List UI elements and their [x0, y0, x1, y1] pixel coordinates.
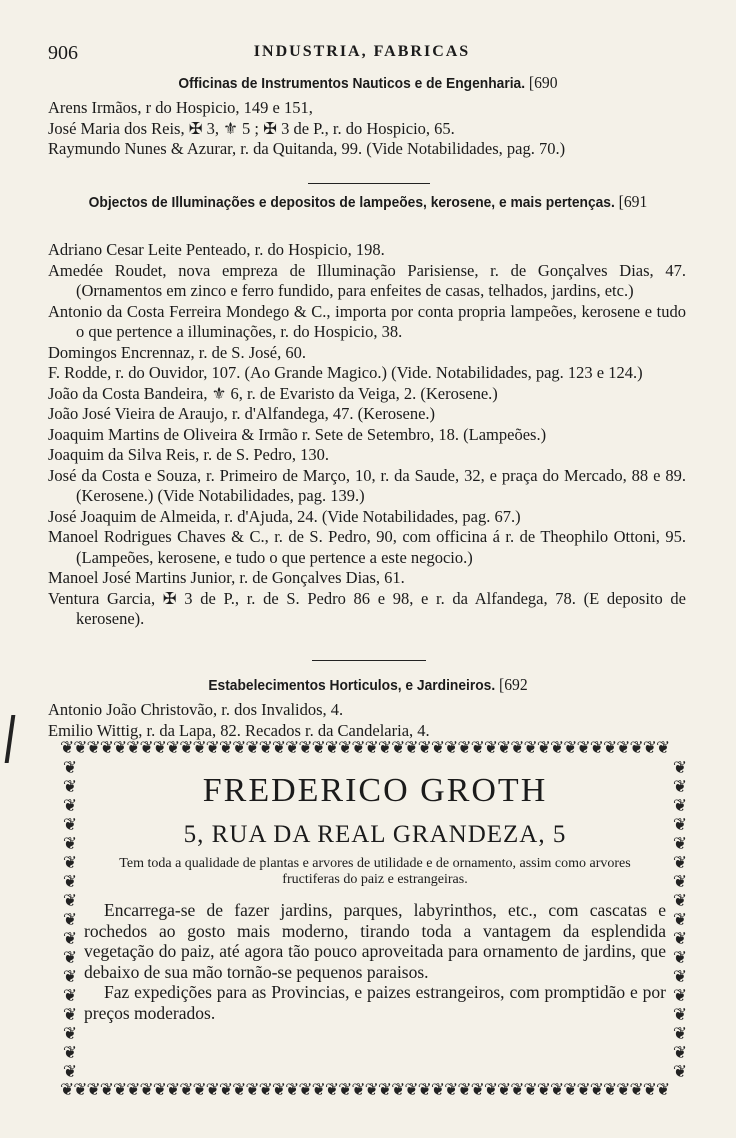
section-heading-lighting — [85, 192, 652, 213]
section-code: [690 — [528, 73, 558, 92]
list-item: Manoel José Martins Junior, r. de Gonçalves Dias, 61. — [48, 568, 405, 587]
list-item: Domingos Encrennaz, r. de S. José, 60. — [48, 342, 306, 362]
list-item: F. Rodde, r. do Ouvidor, 107. (Ao Grande Magico.) (Vide. Notabilidades, pag. 123 e 124.) — [48, 363, 643, 382]
list-item: Manoel Rodrigues Chaves & C., r. de S. Pedro, 90, com officina á r. de Theophilo Ottoni, 95. (Lampeões, kerosene, e tudo o que pertence a este negocio.) — [48, 527, 686, 567]
list-item: Adriano Cesar Leite Penteado, r. do Hospicio, 198. — [48, 240, 385, 259]
page-number: 906 — [48, 42, 78, 64]
list-item: Ventura Garcia, ✠ 3 de P., r. de S. Pedro 86 e 98, e r. da Alfandega, 78. (E deposito de kerosene). — [48, 588, 686, 628]
list-item: José da Costa e Souza, r. Primeiro de Março, 10, r. da Saude, 32, e praça do Mercado, 88 e 89. (Kerosene.) (Vide Notabilidades, pag. 139.) — [48, 465, 686, 505]
ornamental-border-top: ❦❦❦❦❦❦❦❦❦❦❦❦❦❦❦❦❦❦❦❦❦❦❦❦❦❦❦❦❦❦❦❦❦❦❦❦❦❦❦❦❦❦❦❦❦❦ — [60, 738, 670, 757]
advertisement-content — [84, 762, 666, 1076]
list-item: Antonio João Christovão, r. dos Invalidos, 4. — [48, 700, 344, 719]
section-divider — [308, 183, 430, 184]
advertiser-address: 5, RUA DA REAL GRANDEZA, 5 — [183, 821, 567, 848]
advertiser-name: FREDERICO GROTH — [202, 772, 548, 809]
advertisement-paragraph: Encarrega-se de fazer jardins, parques, labyrinthos, etc., com cascatas e rochedos ao gosto mais moderno, tirando toda a vantagem da esplendida vegetação do paiz, até agora tão pouco aproveitada para ornamento de jardins, que debaixo de sua mão tornão-se pequenos paraisos. — [84, 900, 666, 982]
margin-mark — [5, 715, 16, 763]
page-header — [48, 40, 676, 66]
section-code: [692 — [498, 675, 528, 694]
section-title: Estabelecimentos Horticulos, e Jardineiros. — [208, 677, 496, 694]
advertisement-products: Tem toda a qualidade de plantas e arvores de utilidade e de ornamento, assim como arvores fructiferas do paiz e estrangeiras. — [119, 856, 631, 887]
section-entries-nautical — [48, 98, 686, 160]
list-item: Arens Irmãos, r do Hospicio, 149 e 151, — [48, 98, 313, 117]
ornamental-border-left: ❦ ❦ ❦ ❦ ❦ ❦ ❦ ❦ ❦ ❦ ❦ ❦ ❦ ❦ ❦ ❦ ❦ — [62, 758, 78, 1080]
list-item: Joaquim da Silva Reis, r. de S. Pedro, 130. — [48, 445, 329, 464]
section-title: Objectos de Illuminações e depositos de lampeões, kerosene, e mais pertenças. — [88, 194, 615, 211]
section-heading-nautical — [85, 73, 652, 94]
advertisement-paragraph: Faz expedições para as Provincias, e paizes estrangeiros, com promptidão e por preços moderados. — [84, 982, 666, 1023]
advertisement-body — [84, 900, 666, 1023]
list-item: José Maria dos Reis, ✠ 3, ⚜ 5 ; ✠ 3 de P., r. do Hospicio, 65. — [48, 118, 455, 138]
section-title: Officinas de Instrumentos Nauticos e de Engenharia. — [178, 75, 526, 92]
ornamental-border-bottom: ❦❦❦❦❦❦❦❦❦❦❦❦❦❦❦❦❦❦❦❦❦❦❦❦❦❦❦❦❦❦❦❦❦❦❦❦❦❦❦❦❦❦❦❦❦❦ — [60, 1080, 670, 1099]
advertisement-box — [60, 738, 690, 1100]
running-title: INDUSTRIA, FABRICAS — [253, 43, 471, 60]
section-code: [691 — [618, 192, 648, 211]
list-item: Amedée Roudet, nova empreza de Illuminação Parisiense, r. de Gonçalves Dias, 47. (Ornamentos em zinco e ferro fundido, para enfeites de casas, telhados, jardins, etc.) — [48, 260, 686, 300]
list-item: Antonio da Costa Ferreira Mondego & C., importa por conta propria lampeões, kerosene e tudo o que pertence a illuminações, r. do Hospicio, 38. — [48, 301, 686, 341]
ornamental-border-right: ❦ ❦ ❦ ❦ ❦ ❦ ❦ ❦ ❦ ❦ ❦ ❦ ❦ ❦ ❦ ❦ ❦ — [672, 758, 688, 1080]
section-entries-lighting — [48, 240, 686, 630]
list-item: João José Vieira de Araujo, r. d'Alfandega, 47. (Kerosene.) — [48, 404, 436, 423]
list-item: Raymundo Nunes & Azurar, r. da Quitanda, 99. (Vide Notabilidades, pag. 70.) — [48, 139, 566, 158]
section-divider — [312, 660, 426, 661]
list-item: José Joaquim de Almeida, r. d'Ajuda, 24. (Vide Notabilidades, pag. 67.) — [48, 506, 521, 526]
list-item: Joaquim Martins de Oliveira & Irmão r. Sete de Setembro, 18. (Lampeões.) — [48, 424, 547, 444]
list-item: João da Costa Bandeira, ⚜ 6, r. de Evaristo da Veiga, 2. (Kerosene.) — [48, 383, 498, 403]
list-item: Emilio Wittig, r. da Lapa, 82. Recados r. da Candelaria, 4. — [48, 720, 430, 740]
section-entries-horticulture — [48, 700, 686, 741]
section-heading-horticulture — [85, 675, 652, 696]
